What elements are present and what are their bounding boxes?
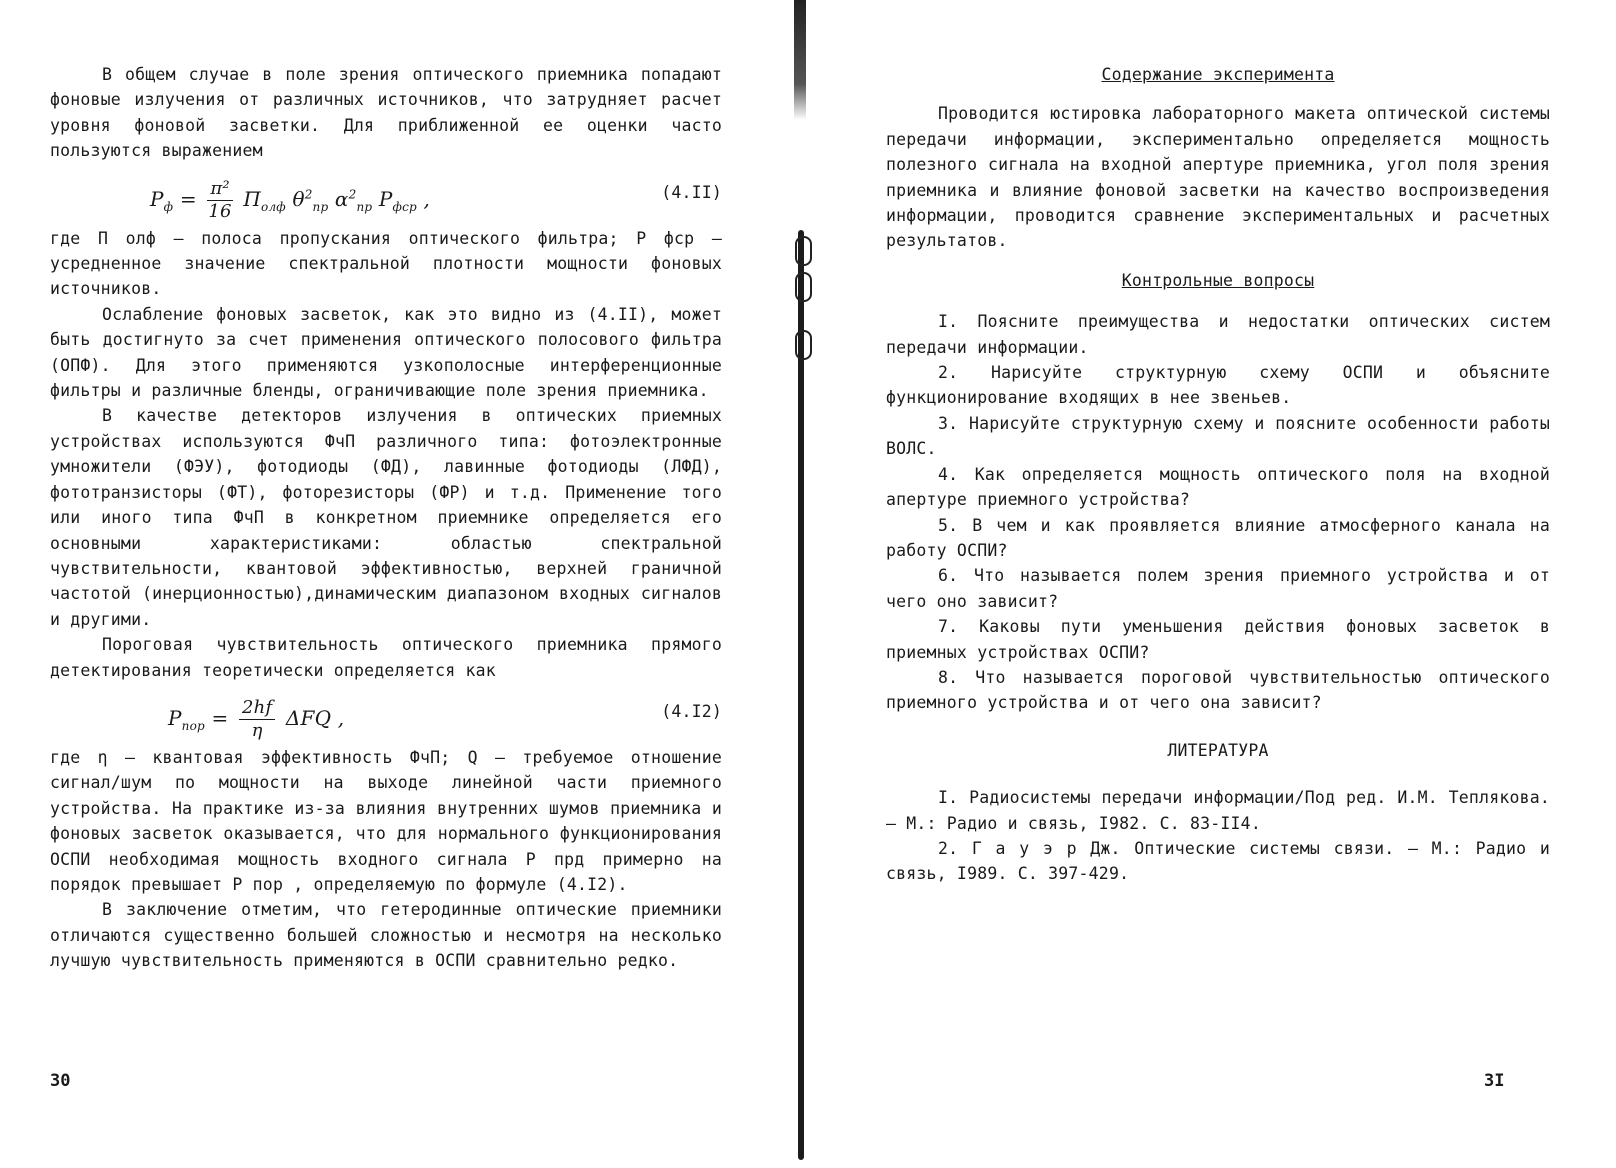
formula-4-12-expression: $P_{пор}$ = $\frac{2hf}{\eta}$ ΔFQ ,	[168, 696, 345, 741]
binding-spine	[798, 230, 804, 1160]
paragraph-background-attenuation: Ослабление фоновых засветок, как это видно из (4.II), может быть достигнуто за счет применения оптического полосового фильтра (ОПФ). Для этого применяются узкополосные интерференционные фильтры и различные бленды, ограничивающие поле зрения приемника.	[50, 304, 722, 401]
list-item: 2. Нарисуйте структурную схему ОСПИ и объясните функционирование входящих в нее звеньев.	[886, 363, 1550, 408]
book-binding	[792, 0, 812, 1168]
formula-4-12-fraction: $\frac{2hf}{\eta}$	[239, 697, 275, 742]
references-list	[886, 785, 1550, 887]
questions-list	[886, 309, 1550, 716]
paragraph-detectors: В качестве детекторов излучения в оптических приемных устройствах используются ФчП различного типа: фотоэлектронные умножители (ФЭУ), фотодиоды (ФД), лавинные фотодиоды (ЛФД), фототранзисторы (ФТ), фоторезисторы (ФР) и т.д. Применение того или иного типа ФчП в конкретном приемнике определяется его основными характеристиками: областью спектральной чувствительности, квантовой эффективностью, верхней граничной частотой (инерционностью),динамическим диапазоном входных сигналов и другими.	[50, 406, 722, 629]
paragraph-formula-4-11-legend: где Π олф – полоса пропускания оптического фильтра; P фср – усредненное значение спектральной плотности мощности фоновых источников.	[50, 228, 722, 299]
list-item: 4. Как определяется мощность оптического поля на входной апертуре приемного устройства?	[886, 464, 1550, 510]
right-text-column	[886, 62, 1550, 887]
formula-4-11-number: (4.II)	[661, 182, 722, 202]
left-page	[0, 0, 790, 1168]
paragraph-background-radiation: В общем случае в поле зрения оптического приемника попадают фоновые излучения от различных источников, что затрудняет расчет уровня фоновой засветки. Для приближенной ее оценки часто пользуются выражением	[50, 65, 722, 161]
left-text-column	[50, 62, 722, 974]
heading-experiment-content: Содержание эксперимента	[1101, 65, 1335, 84]
list-item: 7. Каковы пути уменьшения действия фоновых засветок в приемных устройствах ОСПИ?	[886, 617, 1550, 662]
heading-literature: ЛИТЕРАТУРА	[1167, 740, 1269, 760]
list-item: I. Радиосистемы передачи информации/Под ред. И.М. Теплякова. – М.: Радио и связь, I982. С. 83-II4.	[886, 788, 1550, 833]
list-item: 2. Г а у э р Дж. Оптические системы связи. – М.: Радио и связь, I989. С. 397-429.	[886, 838, 1550, 884]
formula-4-12	[50, 683, 722, 745]
right-page	[810, 0, 1616, 1168]
list-item: 3. Нарисуйте структурную схему и поясните особенности работы ВОЛС.	[886, 413, 1550, 459]
list-item: 8. Что называется пороговой чувствительностью оптического приемного устройства и от чего она зависит?	[886, 667, 1550, 713]
paragraph-conclusion: В заключение отметим, что гетеродинные оптические приемники отличаются существенно большей сложностью и несмотря на несколько лучшую чувствительность применяются в ОСПИ сравнительно редко.	[50, 900, 722, 971]
list-item: 5. В чем и как проявляется влияние атмосферного канала на работу ОСПИ?	[886, 515, 1550, 560]
list-item: 6. Что называется полем зрения приемного устройства и от чего оно зависит?	[886, 566, 1550, 611]
page-number-left: 30	[50, 1071, 71, 1091]
formula-4-11	[50, 164, 722, 226]
binding-top-mark	[794, 0, 806, 120]
formula-4-12-number: (4.I2)	[661, 701, 722, 721]
formula-4-11-expression: $P_ф$ = $\frac{\text{π²}}{16}$ $\Pi_{олф}$ $\theta^2_{пр}$ $\alpha^2_{пр}$ $P_{фср}$ ,	[150, 177, 431, 222]
paragraph-formula-4-12-legend: где η – квантовая эффективность ФчП; Q – требуемое отношение сигнал/шум по мощности на выходе линейной части приемного устройства. На практике из-за влияния внутренних шумов приемника и фоновых засветок оказывается, что для нормального функционирования ОСПИ необходимая мощность входного сигнала P прд примерно на порядок превышает P пор , определяемую по формуле (4.I2).	[50, 747, 722, 894]
page-number-right: 3I	[1484, 1071, 1505, 1091]
list-item: I. Поясните преимущества и недостатки оптических систем передачи информации.	[886, 312, 1550, 357]
formula-4-11-fraction: $\frac{\text{π²}}{16}$	[208, 177, 232, 222]
heading-control-questions: Контрольные вопросы	[1121, 270, 1315, 290]
paragraph-threshold-sensitivity: Пороговая чувствительность оптического приемника прямого детектирования теоретически определяется как	[50, 635, 722, 680]
paragraph-experiment-description: Проводится юстировка лабораторного макета оптической системы передачи информации, экспериментально определяется мощность полезного сигнала на входной апертуре приемника, угол поля зрения приемника и влияние фоновой засветки на качество воспроизведения информации, проводится сравнение экспериментальных и расчетных результатов.	[886, 104, 1550, 251]
